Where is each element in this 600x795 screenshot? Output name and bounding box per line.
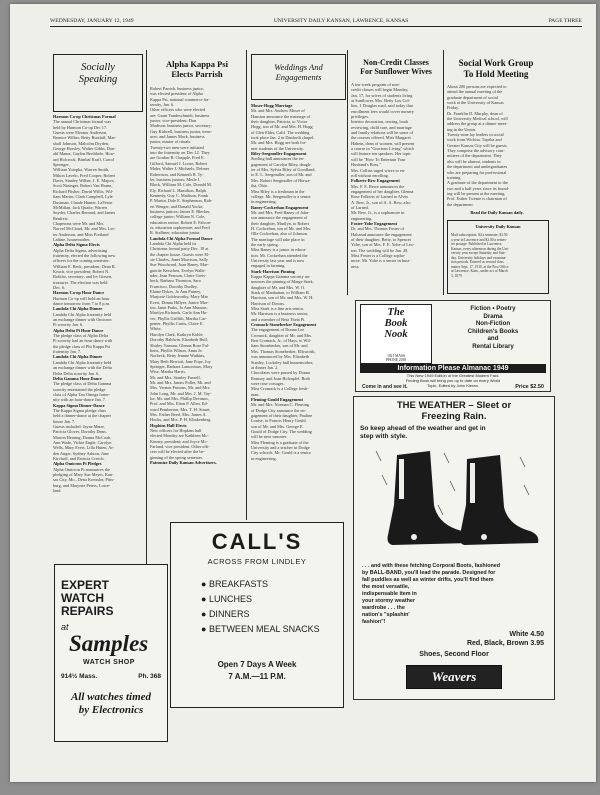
weather-title: THE WEATHER – Sleet or Freezing Rain. — [396, 400, 512, 422]
boot-prices: White 4.50 Red, Black, Brown 3.95 — [466, 631, 544, 647]
column-rule — [443, 50, 444, 295]
book-nook-cta: Come in and see it. — [362, 384, 408, 390]
almanac-strip: Information Please Almanac 1949 — [360, 364, 546, 373]
article-text: The Kappa Sigma pledge class held a dinner-dance at the chapter house Jan. 7. Guests included: Jayne Mater, Patricia Glover, Dorothy Dean, Marion Hearing, Donna McCoah, Ann Wade, Vickie Engle, Carolyn Wells, Mary Evert, Lilla Huten, Ar- den Anger, Sydney Ashton, June Kirchoff, and Patricia Creech. — [53, 407, 115, 461]
calls-menu-label: BREAKFASTS — [208, 579, 268, 589]
section-heading: Moser-Hogg Marriage — [251, 103, 293, 108]
article-text: New officers for Hopkins hall elected Monday are Kathleen Mc- Kinney, president; and Joyce Mc- Farland, vice president. Other offi- cers will be elected after the be- ginning of the spring semester. — [150, 428, 210, 460]
boot-stripe — [470, 463, 475, 503]
section-heading: Lambda Chi Alpha Dinner — [53, 306, 103, 312]
book-nook-address: 1021 MASS PHONE 2188 — [385, 354, 407, 362]
article-text: Mr. and Mrs. Fred Raney of John- son announce the engagement of their daughter, Marilyn, to Robert H. Cockrehan, son of Mr. and Mrs. Olle Cockrehan, also of Johnson. The marriage will take place in the early spring. Miss Raney is a junior in educa- tion. Mr. Cockrehan attended the University last year and is now engaged in farming. — [251, 209, 312, 269]
header-paper: UNIVERSITY DAILY KANSAN, LAWRENCE, KANSAS — [273, 18, 409, 24]
section-heading: Delta Gamma Hour Dance — [53, 375, 102, 381]
samples-ad — [54, 564, 168, 742]
column-rule — [347, 50, 348, 295]
calls-menu-item: ● BREAKFASTS — [201, 579, 268, 589]
book-nook-ad — [355, 300, 551, 392]
weavers-ad — [353, 396, 555, 700]
rain-streak — [520, 457, 525, 467]
article-text: William Yotopka, Warren Smith, Milton Lavelo, Fred Cooper, Robert Davis, Stanley Wilber, J. E. Majors, Scott Nininger, Robert Van Horne, Richard Flisher, David Willis, Wil- liam Martin, Clark Campbell, Lyle Dustman, Claude Hunter, LaVerne McMillan, Jack Quatte, Warren Snyder, Charles Bernard, and James Renfrew. — [53, 167, 116, 221]
masthead-title: University Daily Kansan — [475, 224, 521, 229]
calls-name: CALL'S — [211, 529, 303, 554]
boot-stripe — [399, 459, 404, 499]
section-heading: Stark-Harrison Pinning — [251, 268, 295, 274]
section-heading: Lambda Chi Alpha Dinner — [53, 354, 103, 360]
section-heading: Alpha Delta Pi Hour Dance — [53, 327, 104, 333]
column-2-text — [150, 86, 244, 516]
article-text: The engagement of Donna Lee Cromack, daughter of Mr. and Mrs. Bert Cromack, Jr., of Hays, to Wil- liam Stoneberker, son of Mr. and Mrs. Thomas Stoneberker, Ellsworth, was announced by Mrs. Elizabeth Stanley, Locksley hall housemother, at dinner Jan. 2. Chocolates were passed by Donna Romsey and Joan Holzapfel. Both were rose corsages. Miss Cromack is a College fresh- man. — [251, 327, 316, 397]
shoe-department: Shoes, Second Floor — [419, 651, 489, 658]
calls-menu-item: ● DINNERS — [201, 609, 250, 619]
section-heading: Harmon Co-op Christmas Formal — [53, 114, 116, 119]
column-rule — [246, 50, 247, 520]
rain-streak — [376, 451, 381, 461]
rain-streak — [524, 485, 529, 495]
article-text: Dr. and Mrs. Thomas Foster of Halstead announce the engagement of their daughter, Betty, to Spencer Yohe, son of Mrs. F. E. Yohe of Lex- ton. The wedding will be Jan. 28. Miss Foster is a College sopho- more. Mr. Yohe is a senior in busi- ness. — [351, 226, 415, 269]
section-heading: Harmon Co-op Hour Dance — [53, 290, 105, 296]
samples-address: 914½ Mass. — [61, 673, 98, 680]
article-text: Lambda Chi Alpha fraternity held an exchange dinner with Omicron Pi sorority Jan. 6. — [53, 311, 112, 328]
section-heading: Fleming-Gould Engagement — [251, 396, 303, 402]
book-nook-logo-text: The Book Nook — [384, 307, 408, 340]
article-text: Alpha Delta Sigma, advertising fraternity, elected the following new officers for the coming semester: William E. Beck, president; Dean R. Keach, vice president; Robert N. Bolitho, secretary; and Irv Giesen, treasurer. The election was held Dec. 6. — [53, 247, 116, 290]
rain-streak — [438, 505, 443, 515]
article-text: Mr. and Mrs. Andrew Moser of Hanston announce the marriage of their daughter, Patricia, to Victor Hogg, son of Mr. and Mrs. H. Hogg of Glen Elder, Calif. The wedding took place Jan. 2 in Danforth chapel. Mr. and Mrs. Hogg are both for- mer students of the University. — [251, 108, 315, 151]
rain-streak — [382, 475, 387, 485]
column-3-text — [251, 103, 345, 515]
article-text: Mrs. F. E. Rewe announces the engagement of her daughter, Glenna Rose Folkerts of Larned to Alvin A. Rew, Jr., son of A. A. Rew, also of Larned. Mr. Rew, Jr., is a sophomore in engineering. — [351, 183, 414, 221]
article-text: A ten-week program of non- credit classes will begin Monday, Jan. 17, for wives of students living at Sunflower, Mrs. Betty Lou Col- lins, 1 Douglas road, said today that enrollment fees would cover nursery privileges. Interior decoration, sewing, book reviewing, child care, and marriage and family relations will be some of the courses offered. Miss Margaret Habein, dean of women, will present a course in "Gracious Living" which will feature ten speakers. Her topic will be "How To Entertain Your Husband's Boss." Mrs. Collins urged wives to en- roll without enrolling. — [351, 82, 415, 178]
section-heading: Riley-Seegmuller Engagement — [251, 151, 307, 157]
non-credit-headline: Non-Credit Classes For Sunflower Wives — [360, 58, 432, 76]
expert-watch-repairs: EXPERT WATCH REPAIRS — [61, 578, 114, 618]
calls-location: ACROSS FROM LINDLEY — [207, 557, 307, 566]
calls-hours: Open 7 Days A Week 7 A.M.—11 P.M. — [217, 660, 297, 681]
samples-name: Samples — [69, 631, 149, 656]
calls-ad — [170, 522, 344, 708]
masthead-text: Mail subscription: $4 a semester, $3.50 a year in Lawrence and $2.00 a semes- ter postage. Published in Lawrence, Kansas, every afternoon during the Uni- versity year except Saturday and Sun- day. University holidays and examina- tion periods. Entered as second class matter Sept. 17, 1910, at the Post Office at Lawrence, Kans., under act of March 3, 1879. — [451, 233, 509, 278]
section-heading: Hopkins Hall Elects — [150, 422, 187, 428]
weather-lead: So keep ahead of the weather and get in step with style. — [360, 425, 486, 440]
samples-footer: All watches timed by Electronics — [70, 691, 152, 716]
socially-speaking-box — [53, 54, 143, 112]
boots-illustration — [372, 445, 542, 555]
masthead-box — [447, 220, 549, 294]
rain-streak — [450, 481, 455, 491]
section-heading: Cromack-Stoneberker Engagement — [251, 322, 317, 328]
weather-body: . . . and with these fetching Corporal Boots, fashioned by BALL-BAND, you'll lead the parade. Designed for fall puddles as well as winter drifts, you'll find them the most versatile, indispensable item in your stormy weather wardrobe . . . the nation's "splashin' fashion"! — [362, 563, 501, 625]
calls-menu-item: ● BETWEEN MEAL SNACKS — [201, 624, 320, 634]
advertiser-note: Patronize Daily Kansan Advertisers. — [150, 460, 217, 466]
rain-streak — [444, 453, 449, 463]
samples-at: at — [61, 622, 69, 632]
article-text: The pledge class of Alpha Delta Pi sorority had an hour dance with the pledge class of Phi Kappa Psi fraternity Jan. 7. — [53, 333, 113, 355]
calls-menu-label: DINNERS — [208, 609, 250, 619]
weddings-box — [251, 54, 346, 100]
section-heading: Lambda Chi Alpha Formal Dance — [150, 235, 213, 241]
samples-watch-shop: WATCH SHOP — [83, 659, 135, 666]
column-5-text — [447, 84, 547, 208]
column-rule — [146, 50, 147, 610]
samples-phone: Ph. 368 — [138, 673, 161, 680]
almanac-description: This New 1949 Edition of the Greatest Modern Fact- Finding Book will bring you up to date on every World Topic. Edited by John Kieran. — [405, 373, 501, 388]
boot-buckle — [481, 534, 487, 540]
column-4-text — [351, 82, 442, 294]
socially-speaking-title: Socially Speaking — [78, 62, 118, 85]
read-kansan-note: Read the Daily Kansan daily. — [470, 210, 524, 215]
article-text: Chaperons were Mr. and Mrs. Norvel McCloud, Mr. and Mrs. Les- ter Anderson, and Miss Portland Laltine, housemother. — [53, 220, 116, 242]
book-nook-categories — [438, 305, 548, 361]
section-heading: Kappa Sigma Dinner-Dance — [53, 402, 105, 408]
section-heading: Foster-Yohe Engagement — [351, 220, 398, 226]
section-heading: Alpha Delta Sigma Elects — [53, 242, 100, 248]
article-text: Kappa Kappa Gamma sorority an- nounces the pinning of Marge Stark, daughter of Mr. and Mrs. W. O. Stark of Manhattan, to William H. Harrison, son of Mr. and Mrs. W. H. Harrison of Downs. Miss Stark is a fine arts senior. Mr. Harrison is a business senior, and a member of Beta Theta Pi. — [251, 274, 314, 322]
section-heading: Raney-Cockrehan Engagement — [251, 204, 309, 210]
social-work-headline: Social Work Group To Hold Meeting — [458, 58, 534, 79]
boot-buckle — [411, 534, 417, 540]
article-text: Lambda Chi Alpha fraternity held an exchange dinner with the Delta Delta Delta sorority Jan. 6. — [53, 359, 112, 376]
section-heading: Folkerts-Rew Engagement — [351, 178, 400, 184]
article-text: About 200 persons are expected to attend the annual meeting of the graduate department of social work at the University of Kansas Friday. Dr. Franklin D. Murphy, dean of the University Medical school, will address the group at a dinner meet- ing in the Union. Twenty-nine lay leaders in social work from Wichita, Topeka and Greater Kansas City will be guests. They comprise the advisory com- mittees of the department. They also will be alumni, students in the department and undergraduates who are preparing for professional training. A graduate of the department in the two and a half years since its found- ing will be present at the meeting, Prof. Esther Twente is chairman of the department. — [447, 84, 510, 207]
article-text: The annual Christmas formal was held by Harmon Co-op Dec 17. Guests were Eleanor Anderson, Bernice Wilber, Betty Rutzlaff, Mar- shall Johnson, Malcolm Dryden, George Horsley, Walter Gibbs, Don- ald Manor, Gaylen Berthhole, How- ard Holcrock, Birnbal Kraff, Carrol Spronger, — [53, 119, 117, 168]
calls-menu-label: BETWEEN MEAL SNACKS — [208, 624, 320, 634]
article-text: Robert Parrish, business junior, was elected president of Alpha Kappa Psi, national commerce fra- ternity, Jan. 6. Other officers who were elected are: Grant Vandeschmidt, business junior, vice-president; Don Madison, business junior, secretary; Guy Kidwell, business junior, treas- urer; and James Mack, business junior, master of rituals. Twenty-two men were initiated into the fraternity on Dec 12. They are Gordon B. Chapple, Fred E. Gifford, Samuel J. Loose, Robert Maler, Walter J. Michaels, Delmer Robertson, and Kenneth B. Ty- ler, business juniors; Merle J. Black, William M. Cole, Donald M. Ely, Richard L. Hamilton, Ralph Kennedy, Guy C. Madison, Frank P. Martin, Dale E. Stephenson, Rob- ert Wenger, and Donald Yocke, business juniors; James E. Blecker, college junior; William N. Cole, education senior; Robert E. Falcon- er, education sophomore; and Fred R. Stallmer, education junior. — [150, 86, 213, 236]
book-nook-category-list: Fiction • Poetry Drama Non-Fiction Children's Books and Rental Library — [467, 305, 519, 350]
article-text: Harmon Co-op will hold an hour dance tomorrow from 7 to 8 p.m. — [53, 295, 111, 307]
calls-menu-item: ● LUNCHES — [201, 594, 252, 604]
alpha-kappa-psi-headline: Alpha Kappa Psi Elects Parrish — [166, 59, 228, 79]
article-text: Lambda Chi Alpha held its Christmas formal party Dec. 18 at the chapter house. Guests were El- sie Charles, Janet Morrison, Sally Sue Woodward, Joan Raney, Mar- guerite Kerschen, Evelyn Walle- nder, Jean Pearson, Claire Greis- beck, Barbara Thornton, Sara Francisco, Dorothy Dudley, Elaine Dykes, Jo Ann Putney, Marjorie Goldsworthy, Mary Mar Evert, Donna Hillyer, Janice Mor- ton, Janet Parks, Jo Ann Munson, Marilyn Richards, Carla Ann Ha- ver, Phyllis Griffith, Martha Car- penter, Phyllis Curtis, Claire E. White, Harolyn Clark, Kathryn Kohle, Dorothy Baldwin, Elizabeth Bull, Shirley Varnum, Glenna Rose Fal- berts, Phyllis Wilson, Anna Jo Norbeck, Betty Jeanne Watkins, Mary Beth Herriott, Jane Pope, Joy Springer, Barbara Lamoreaux, Mary Wise, Martha Harris. Mr. and Mrs. Stanley Fussell, Mr. and Mrs. James Poller, Mr. and Mrs. Vernon Parsons, Mr. and Mrs. John Long, Mr. and Mrs. J. M. Tay- lor, Mr. and Mrs. Phillip Devanos, Prof. and Mrs. Elton P. Allen, Ed- ward Pemberton, Mrs. T. H. Stuart, Mrs. Esther Reed, Mrs. James A. Hooks, and Mrs. P. H. Klinkenberg. — [150, 240, 213, 423]
weddings-title: Weddings And Engagements — [274, 62, 323, 82]
newspaper-page — [10, 4, 596, 782]
header-date: WEDNESDAY, JANUARY 12, 1949 — [50, 18, 134, 24]
article-text: Sterling hall announces the en- gagement of Carolyn Riley, daugh- ter of Mrs. Sylvia Riley of Goodland, to E. L. Seegmuller, son of Mr. and Mrs. Robert Seegmuller of Hiawa- tha, Ohio. Miss Riley is a freshman in the college. Mr. Seegmuller is a senior in engineering. — [251, 156, 316, 205]
section-heading: Alpha Omicron Pi Pledges — [53, 461, 102, 467]
article-text: Mr. and Mrs. Norman C. Fleming of Dodge City announce the en- gagement of their daughter, Pauline Louise, to Francis Henry Gould, son of Mr. and Mrs. George E. Gould of Dodge City. The wedding will be next summer. Miss Fleming is a graduate of the University and a teacher in Dodge City schools. Mr. Gould is a senior in engineering. — [251, 402, 313, 461]
article-text: Alpha Omicron Pi announces the pledging of Mary Sue Meyer, Kan- sas City, Mo., Dena Kreissler, Pitts- burg, and Marjorie Peters, Lowe- land. — [53, 466, 115, 494]
page-header — [50, 18, 582, 27]
book-nook-logo — [360, 304, 432, 364]
article-text: The pledge class of Delta Gamma sorority entertained the pledge class of Alpha Tau Omega frater- nity with an hour-dance Jan. 7. — [53, 381, 112, 403]
calls-menu-label: LUNCHES — [208, 594, 252, 604]
weavers-logo: Weavers — [406, 665, 502, 689]
almanac-price: Price $2.50 — [515, 384, 544, 390]
calls-menu-list — [201, 577, 320, 637]
header-page: PAGE THREE — [548, 18, 582, 24]
